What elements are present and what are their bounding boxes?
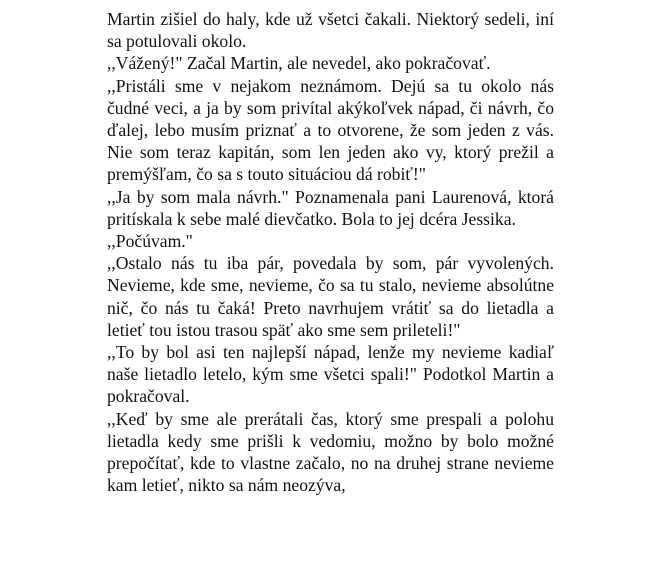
paragraph-7: ,,To by bol asi ten najlepší nápad, lenže my nevieme kadiaľ naše lietadlo letelo, kým sme všetci spali!" Podotkol Martin a pokračoval.: [107, 342, 554, 407]
paragraph-1: Martin zišiel do haly, kde už všetci čakali. Niektorý sedeli, iní sa potulovali okolo.: [107, 9, 554, 52]
paragraph-6: ,,Ostalo nás tu iba pár, povedala by som, pár vyvolených. Nevieme, kde sme, nevieme, čo sa tu stalo, nevieme absolútne nič, čo nás tu čaká! Preto navrhujem vrátiť sa do lietadla a letieť tou istou trasou späť ako sme sem prileteli!": [107, 253, 554, 340]
paragraph-3: ,,Pristáli sme v nejakom neznámom. Dejú sa tu okolo nás čudné veci, a ja by som privítal akýkoľvek nápad, či návrh, čo ďalej, lebo musím priznať a to otvorene, že som jeden z vás. Nie som teraz kapitán, som len jeden ako vy, ktorý prežil a premýšľam, čo sa s touto situáciou dá robiť!": [107, 75, 554, 185]
paragraph-4: ,,Ja by som mala návrh." Poznamenala pani Laurenová, ktorá pritískala k sebe malé dievčatko. Bola to jej dcéra Jessika.: [107, 186, 554, 229]
paragraph-2: ,,Vážený!" Začal Martin, ale nevedel, ako pokračovať.: [107, 53, 491, 74]
text-body: [107, 8, 554, 496]
paragraph-5: ,,Počúvam.": [107, 231, 193, 252]
paragraph-8: ,,Keď by sme ale prerátali čas, ktorý sme prespali a polohu lietadla kedy sme prišli k vedomiu, možno by bolo možné prepočítať, kde to vlastne začalo, no na druhej strane nevieme kam letieť, nikto sa nám neozýva,: [107, 408, 554, 496]
